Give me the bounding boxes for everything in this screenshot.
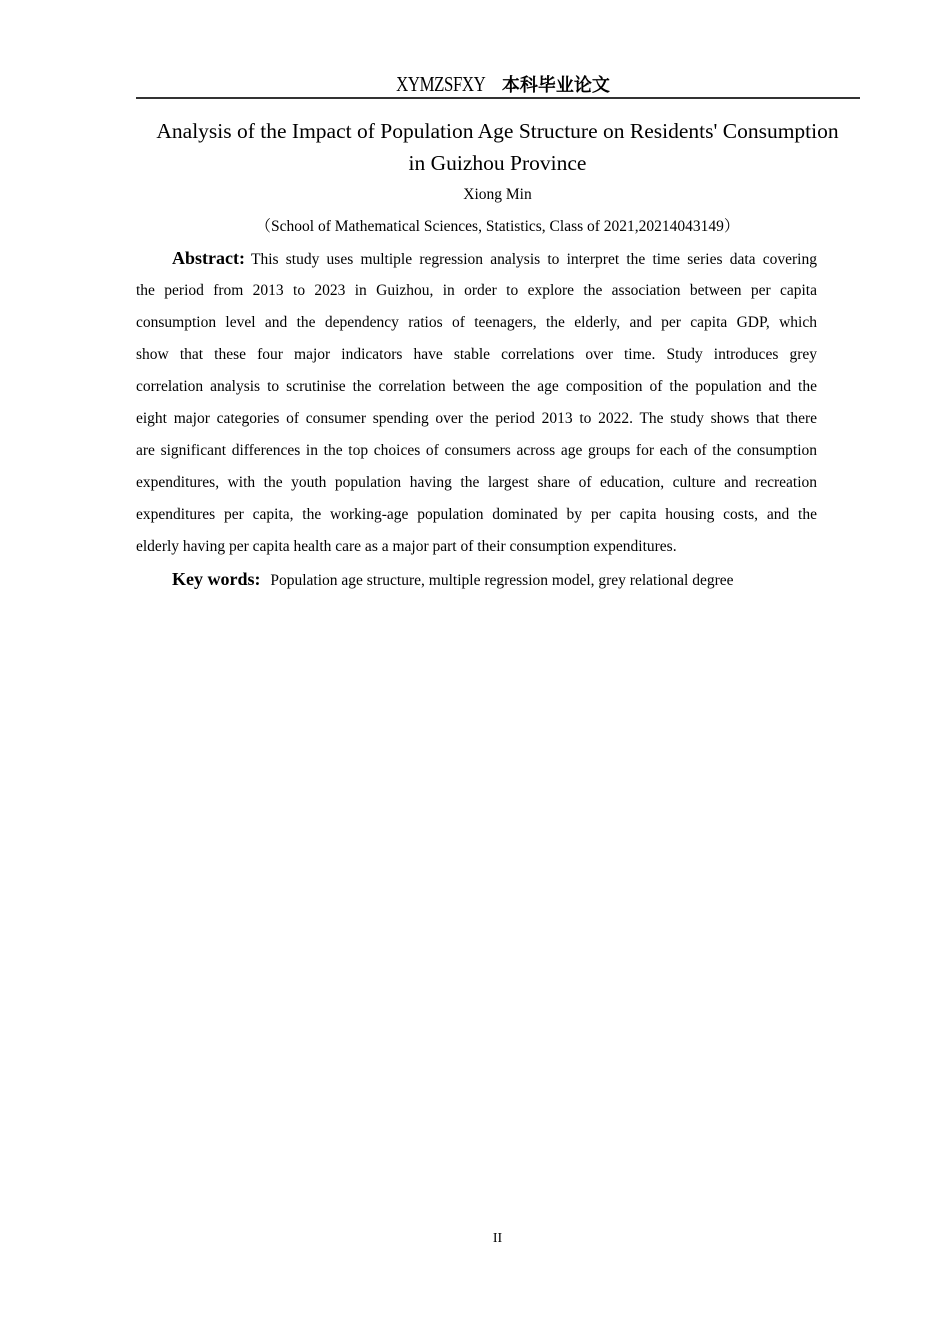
- abstract-line: expenditures, with the youth population having the largest share of education, culture and recreation: [136, 474, 817, 491]
- abstract-line: expenditures per capita, the working-age population dominated by per capita housing costs, and the: [136, 506, 817, 523]
- page-number: II: [492, 1231, 503, 1246]
- abstract-line: are significant differences in the top choices of consumers across age groups for each of the consumption: [136, 442, 817, 459]
- abstract-line: show that these four major indicators have stable correlations over time. Study introduces grey: [136, 346, 817, 363]
- header-chinese: 本科毕业论文: [501, 75, 610, 96]
- abstract-line: [172, 248, 817, 270]
- header-rule: [136, 97, 860, 99]
- affiliation: （School of Mathematical Sciences, Statistics, Class of 2021,20214043149）: [255, 218, 740, 235]
- keywords: [172, 568, 734, 592]
- abstract-line: consumption level and the dependency ratios of teenagers, the elderly, and per capita GDP, which: [136, 314, 817, 331]
- abstract-text: This study uses multiple regression analysis to interpret the time series data covering: [250, 251, 817, 268]
- abstract-line: the period from 2013 to 2023 in Guizhou, in order to explore the association between per capita: [136, 282, 817, 299]
- paper-title-line-2: in Guizhou Province: [408, 151, 587, 175]
- paper-title-line-1: Analysis of the Impact of Population Age Structure on Residents' Consumption: [156, 119, 839, 143]
- abstract-line: correlation analysis to scrutinise the correlation between the age composition of the population and the: [136, 378, 817, 395]
- running-header: [136, 70, 859, 100]
- author: Xiong Min: [463, 186, 532, 203]
- abstract-line: eight major categories of consumer spending over the period 2013 to 2022. The study shows that there: [136, 410, 817, 427]
- keywords-label: Key words:: [172, 569, 261, 589]
- abstract-line: elderly having per capita health care as a major part of their consumption expenditures.: [136, 538, 677, 555]
- keywords-text: Population age structure, multiple regression model, grey relational degree: [270, 572, 734, 589]
- abstract-label: Abstract:: [172, 248, 245, 268]
- header-latin: XYMZSFXY: [396, 72, 486, 96]
